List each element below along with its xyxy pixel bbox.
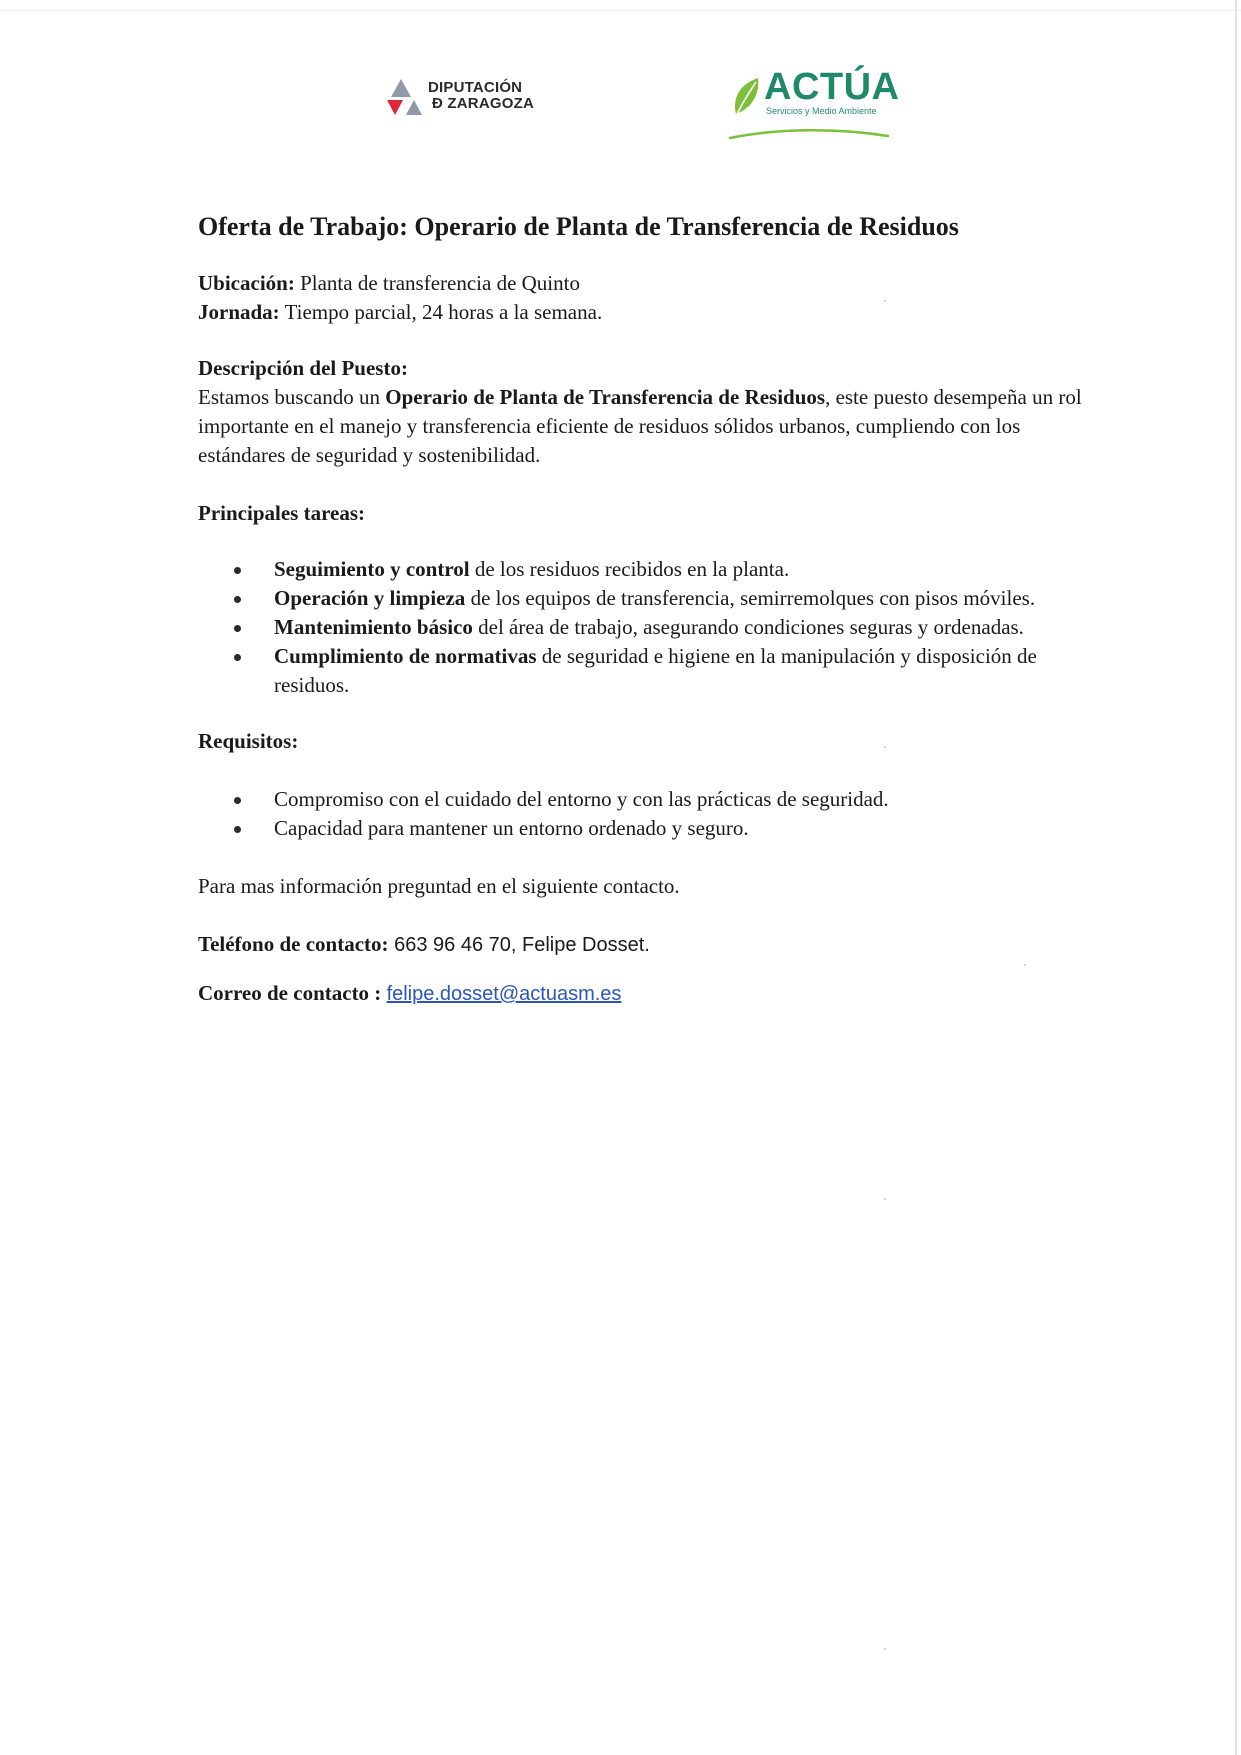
actua-logo-name: ACTÚA — [764, 66, 900, 108]
location-value: Planta de transferencia de Quinto — [294, 271, 580, 295]
bullet-icon — [234, 567, 241, 574]
requirement-text: Compromiso con el cuidado del entorno y con las prácticas de seguridad. — [274, 787, 889, 811]
bullet-icon — [234, 596, 241, 603]
job-offer-document — [198, 210, 1088, 1009]
list-item — [198, 642, 1088, 700]
page-right-edge — [1235, 0, 1237, 1755]
email-label: Correo de contacto : — [198, 981, 382, 1005]
scan-speck — [1024, 964, 1026, 966]
scan-speck — [884, 1648, 886, 1650]
requirements-heading: Requisitos: — [198, 729, 299, 753]
leaf-icon — [730, 76, 764, 118]
description-text — [198, 383, 1088, 470]
tasks-list — [198, 555, 1088, 700]
bullet-icon — [234, 625, 241, 632]
task-bold: Cumplimiento de normativas — [274, 644, 537, 668]
scan-speck — [884, 1198, 886, 1200]
phone-label: Teléfono de contacto: — [198, 932, 389, 956]
bullet-icon — [234, 654, 241, 661]
diputacion-zaragoza-logo — [384, 78, 554, 120]
location-line — [198, 269, 1088, 298]
tasks-heading: Principales tareas: — [198, 501, 365, 525]
task-text: del área de trabajo, asegurando condiciones seguras y ordenadas. — [472, 615, 1024, 639]
list-item — [198, 584, 1088, 613]
description-text-end: , este puesto desempeña un rol importante en el manejo y transferencia eficiente de residuos sólidos urbanos, cumpliendo con los estándares de seguridad y sostenibilidad. — [198, 385, 1082, 467]
diputacion-triangles-icon — [384, 78, 428, 118]
page-top-edge — [0, 10, 1241, 11]
list-item — [198, 555, 1088, 584]
list-item — [198, 814, 1088, 843]
bullet-icon — [234, 797, 241, 804]
location-label: Ubicación: — [198, 271, 295, 295]
diputacion-logo-line2: Đ ZARAGOZA — [432, 95, 534, 112]
email-link[interactable]: felipe.dosset@actuasm.es — [386, 983, 622, 1005]
task-text: de los residuos recibidos en la planta. — [469, 557, 790, 581]
phone-line — [198, 930, 1088, 960]
schedule-label: Jornada: — [198, 300, 280, 324]
bullet-icon — [234, 826, 241, 833]
actua-logo-tagline: Servicios y Medio Ambiente — [766, 106, 877, 116]
requirement-text: Capacidad para mantener un entorno ordenado y seguro. — [274, 816, 749, 840]
description-heading: Descripción del Puesto: — [198, 356, 408, 380]
task-text: de los equipos de transferencia, semirremolques con pisos móviles. — [465, 586, 1036, 610]
scan-speck — [884, 300, 886, 302]
requirements-list — [198, 785, 1088, 843]
diputacion-logo-line1: DIPUTACIÓN — [428, 79, 523, 96]
more-info-text: Para mas información preguntad en el siguiente contacto. — [198, 874, 680, 898]
schedule-line — [198, 298, 1088, 327]
page-title: Oferta de Trabajo: Operario de Planta de Transferencia de Residuos — [198, 212, 959, 241]
email-line — [198, 979, 1088, 1009]
task-text: de seguridad e higiene en la manipulación y disposición de residuos. — [274, 644, 1037, 697]
list-item — [198, 613, 1088, 642]
actua-logo — [724, 66, 904, 142]
list-item — [198, 785, 1088, 814]
task-bold: Mantenimiento básico — [274, 615, 473, 639]
task-bold: Operación y limpieza — [274, 586, 466, 610]
actua-swoosh-decoration — [728, 126, 890, 140]
description-job-title: Operario de Planta de Transferencia de Residuos — [385, 385, 826, 409]
scan-speck — [884, 746, 886, 748]
phone-value: 663 96 46 70, Felipe Dosset. — [388, 934, 650, 956]
description-text-start: Estamos buscando un — [198, 385, 386, 409]
schedule-value: Tiempo parcial, 24 horas a la semana. — [279, 300, 603, 324]
task-bold: Seguimiento y control — [274, 557, 470, 581]
